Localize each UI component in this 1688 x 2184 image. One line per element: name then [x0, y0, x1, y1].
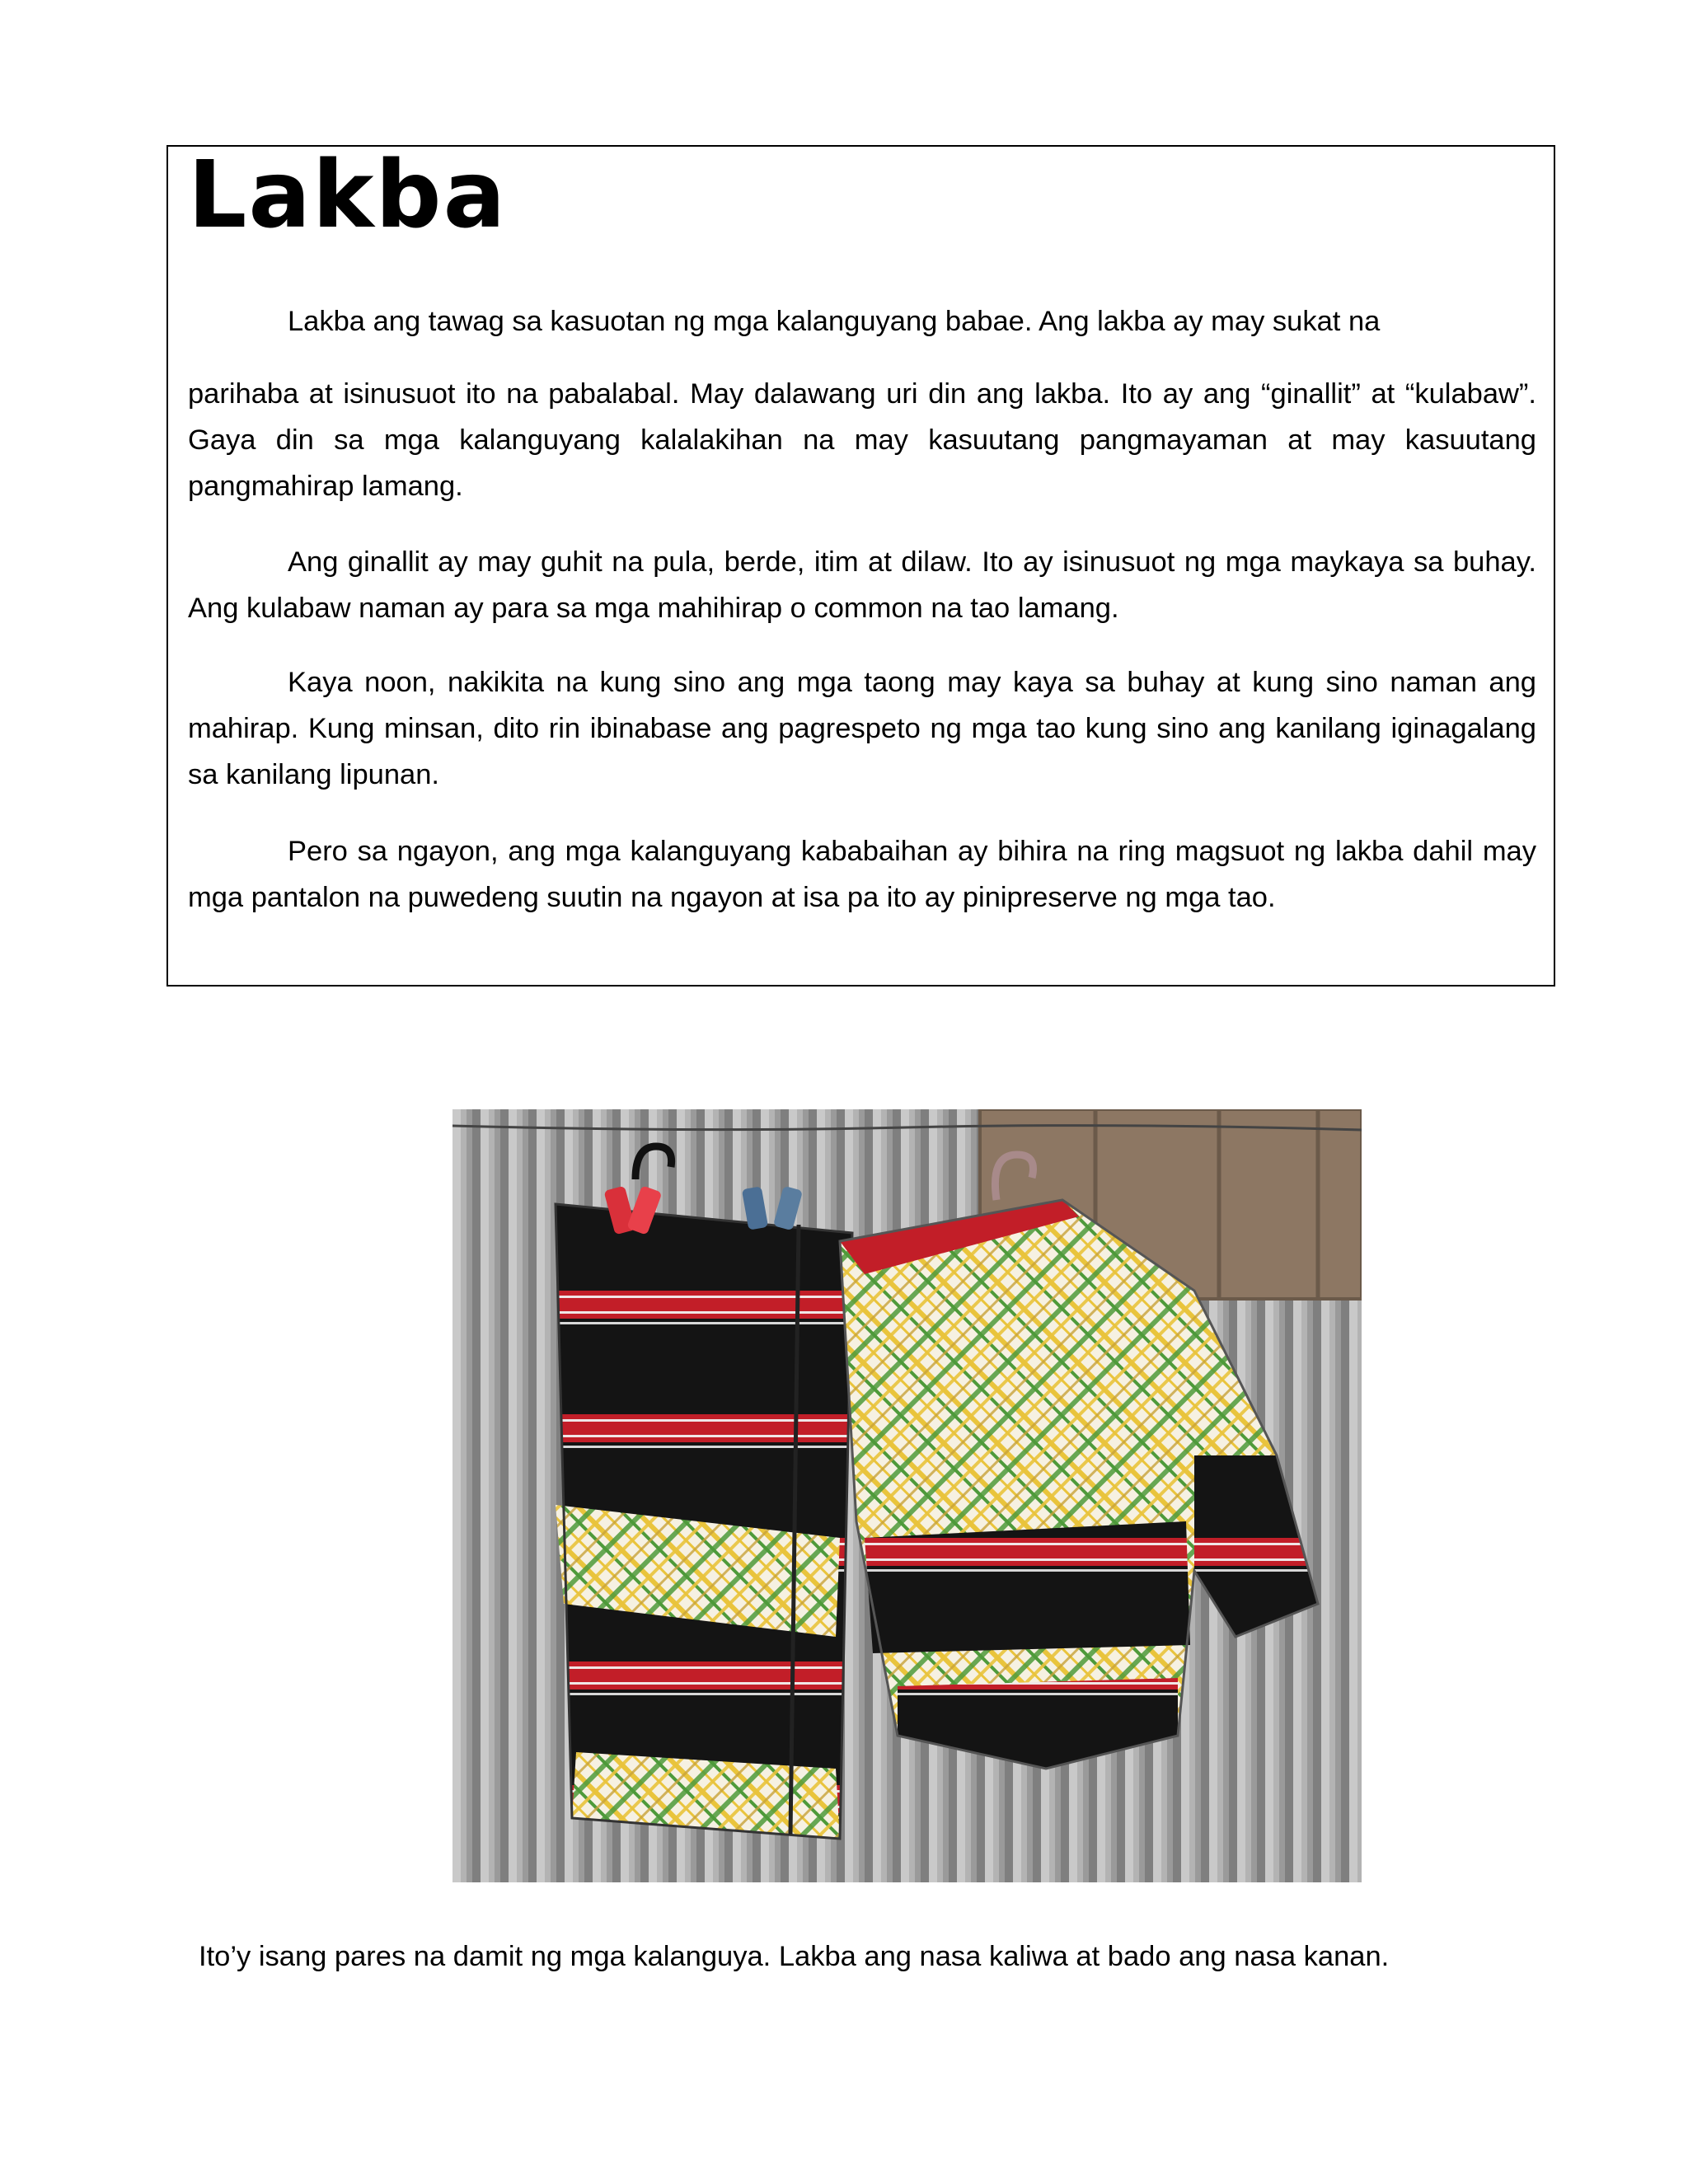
photo-caption: Ito’y isang pares na damit ng mga kalanguya. Lakba ang nasa kaliwa at bado ang nasa kanan. [199, 1941, 1390, 1972]
page-title: Lakba [188, 142, 508, 249]
paragraph-1-continued: parihaba at isinusuot ito na pabalabal. May dalawang uri din ang lakba. Ito ay ang “ginallit” at “kulabaw”. Gaya din sa mga kalanguyang kalalakihan na may kasuutang pangmayaman at may kasuutang pangmahirap lamang. [188, 378, 1536, 502]
paragraph-1-first-line: Lakba ang tawag sa kasuotan ng mga kalanguyang babae. Ang lakba ay may sukat na [288, 306, 1381, 337]
paragraph-2: Ang ginallit ay may guhit na pula, berde, itim at dilaw. Ito ay isinusuot ng mga maykaya sa buhay. Ang kulabaw naman ay para sa mga mahihirap o common na tao lamang. [188, 546, 1536, 624]
paragraph-3: Kaya noon, nakikita na kung sino ang mga taong may kaya sa buhay at kung sino naman ang mahirap. Kung minsan, dito rin ibinabase ang pagrespeto ng mga tao kung sino ang kanilang iginagalang sa kanilang lipunan. [188, 667, 1536, 790]
paragraph-4: Pero sa ngayon, ang mga kalanguyang kababaihan ay bihira na ring magsuot ng lakba dahil may mga pantalon na puwedeng suutin na ngayon at isa pa ito ay pinipreserve ng mga tao. [188, 836, 1536, 913]
garment-photo [452, 1109, 1362, 1882]
